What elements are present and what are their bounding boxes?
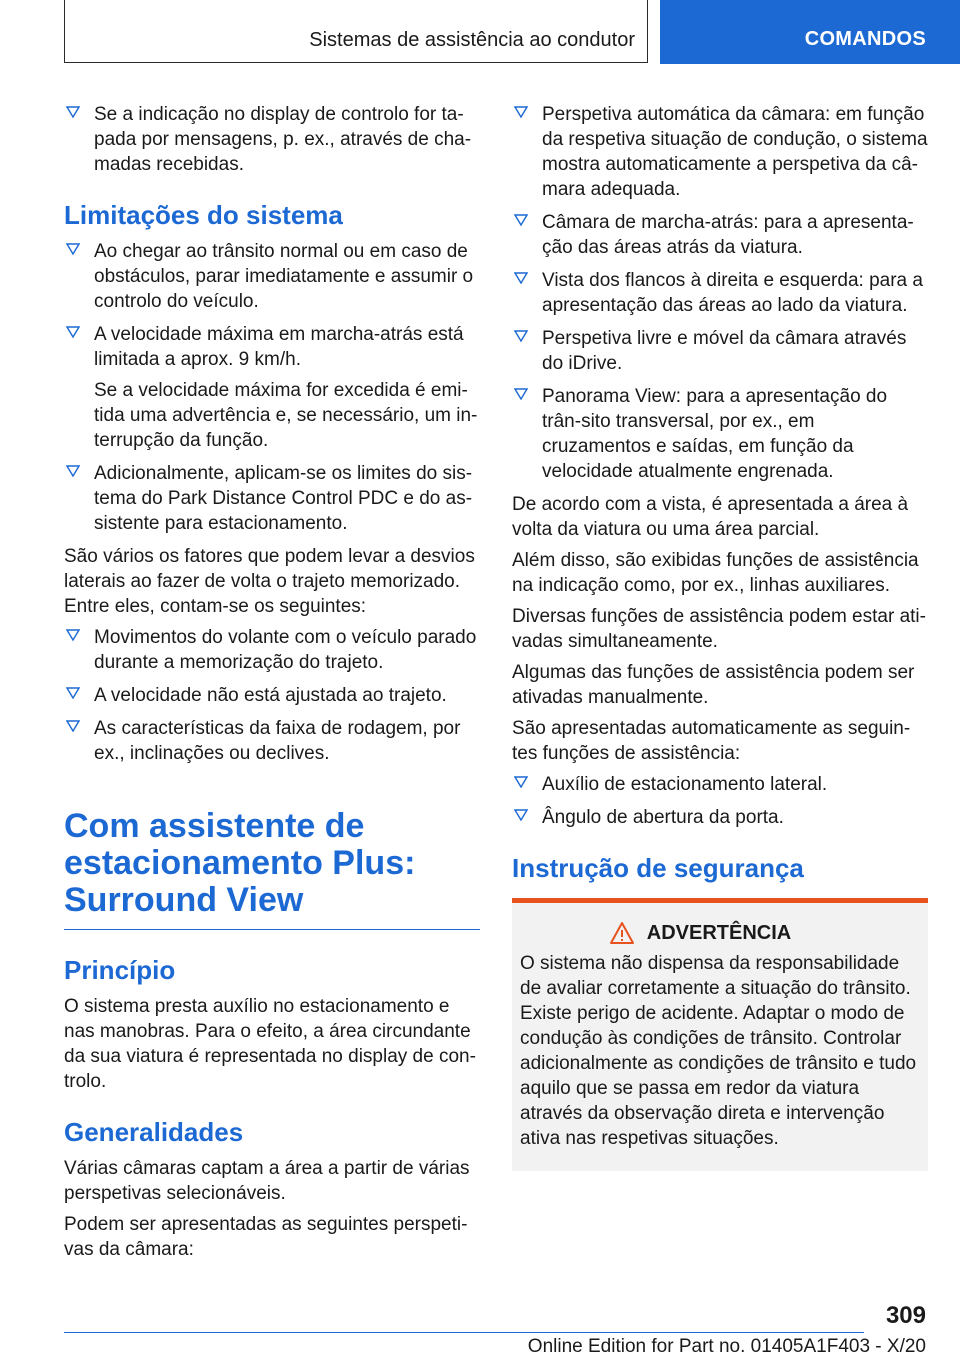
heading-principio: Princípio xyxy=(64,955,176,985)
triangle-bullet-icon xyxy=(514,329,528,343)
list-item-text: Movimentos do volante com o veículo parado durante a memorização do trajeto. xyxy=(94,627,477,673)
triangle-bullet-icon xyxy=(514,387,528,401)
page-number: 309 xyxy=(885,1302,926,1329)
paragraph: São vários os fatores que podem levar a desvios laterais ao fazer de volta o trajeto memorizado. Entre eles, contam-se os seguintes: xyxy=(64,546,475,617)
footer-edition: Online Edition for Part no. 01405A1F403 - X/20 xyxy=(527,1336,926,1357)
header-section-box xyxy=(64,0,648,63)
warning-box xyxy=(512,898,928,1171)
list-item-text: Ângulo de abertura da porta. xyxy=(542,807,784,828)
warning-triangle-icon xyxy=(609,921,635,945)
list-item xyxy=(64,716,480,766)
triangle-bullet-icon xyxy=(514,775,528,789)
list-item-text: Ao chegar ao trânsito normal ou em caso de obstáculos, parar imediatamente e assumir o controlo do veículo. xyxy=(94,241,474,312)
list-item-text: A velocidade não está ajustada ao trajeto. xyxy=(94,685,447,706)
paragraph: Além disso, são exibidas funções de assistência na indicação como, por ex., linhas auxiliares. xyxy=(512,550,919,596)
list-item-text: Câmara de marcha-atrás: para a apresenta-ção das áreas atrás da viatura. xyxy=(542,212,914,258)
triangle-bullet-icon xyxy=(66,719,80,733)
list-item-text: As características da faixa de rodagem, por ex., inclinações ou declives. xyxy=(94,718,461,764)
list-item-text: Adicionalmente, aplicam-se os limites do sis-tema do Park Distance Control PDC e do as-sistente para estacionamento. xyxy=(94,463,473,534)
heading-generalidades: Generalidades xyxy=(64,1117,244,1147)
chapter-title: COMANDOS xyxy=(804,28,926,50)
header-chapter-box xyxy=(660,0,960,64)
triangle-bullet-icon xyxy=(514,213,528,227)
triangle-bullet-icon xyxy=(514,271,528,285)
triangle-bullet-icon xyxy=(66,242,80,256)
paragraph: Várias câmaras captam a área a partir de várias perspetivas selecionáveis. xyxy=(64,1158,470,1204)
triangle-bullet-icon xyxy=(66,464,80,478)
list-item-text: Panorama View: para a apresentação do trân-sito transversal, por ex., em cruzamentos e saídas, em função da velocidade atualmente engrenada. xyxy=(542,386,888,482)
list-item-subtext: Se a velocidade máxima for excedida é emi-tida uma advertência e, se necessário, um in-terrupção da função. xyxy=(94,380,478,451)
list-item xyxy=(64,625,480,675)
heading-surround-view: Com assistente de estacionamento Plus: Surround View xyxy=(64,808,480,930)
list-item-text: Perspetiva livre e móvel da câmara através do iDrive. xyxy=(542,328,907,374)
list-item xyxy=(512,210,928,260)
list-item xyxy=(512,805,928,830)
list-item xyxy=(512,102,928,202)
warning-title: ADVERTÊNCIA xyxy=(646,921,792,944)
list-item xyxy=(512,326,928,376)
triangle-bullet-icon xyxy=(514,808,528,822)
list-item-text: Perspetiva automática da câmara: em função da respetiva situação de condução, o sistema mostra automaticamente a perspetiva da câ-mara adequada. xyxy=(542,104,928,200)
list-item xyxy=(64,683,480,708)
triangle-bullet-icon xyxy=(66,628,80,642)
list-item xyxy=(64,322,480,453)
list-item-text: Auxílio de estacionamento lateral. xyxy=(542,774,828,795)
left-column xyxy=(64,102,480,1268)
triangle-bullet-icon xyxy=(66,325,80,339)
heading-limitacoes: Limitações do sistema xyxy=(64,200,343,230)
heading-seguranca: Instrução de segurança xyxy=(512,853,804,883)
paragraph: Podem ser apresentadas as seguintes perspeti-vas da câmara: xyxy=(64,1214,468,1260)
warning-header xyxy=(520,921,920,945)
footer-divider xyxy=(64,1332,864,1333)
paragraph: São apresentadas automaticamente as seguin-tes funções de assistência: xyxy=(512,718,911,764)
list-item xyxy=(64,239,480,314)
triangle-bullet-icon xyxy=(66,105,80,119)
right-column xyxy=(512,102,928,1171)
list-item-text: Se a indicação no display de controlo for ta-pada por mensagens, p. ex., através de cha-madas recebidas. xyxy=(94,104,472,175)
list-item xyxy=(64,461,480,536)
list-item xyxy=(512,384,928,484)
list-item-text: Vista dos flancos à direita e esquerda: para a apresentação das áreas ao lado da viatura. xyxy=(542,270,923,316)
paragraph: Algumas das funções de assistência podem ser ativadas manualmente. xyxy=(512,662,915,708)
section-title: Sistemas de assistência ao condutor xyxy=(309,29,635,51)
paragraph: Diversas funções de assistência podem estar ati-vadas simultaneamente. xyxy=(512,606,926,652)
list-item xyxy=(512,268,928,318)
triangle-bullet-icon xyxy=(66,686,80,700)
list-item-text: A velocidade máxima em marcha-atrás está limitada a aprox. 9 km/h. xyxy=(94,324,464,370)
warning-text: O sistema não dispensa da responsabilidade de avaliar corretamente a situação do trânsito. Existe perigo de acidente. Adaptar o modo de condução às condições de trânsito. Controlar adicionalmente as condições de trânsito e tudo aquilo que se passa em redor da viatura através da observação direta e intervenção ativa nas respetivas situações. xyxy=(520,953,917,1149)
list-item xyxy=(512,772,928,797)
paragraph: De acordo com a vista, é apresentada a área à volta da viatura ou uma área parcial. xyxy=(512,494,909,540)
paragraph: O sistema presta auxílio no estacionamento e nas manobras. Para o efeito, a área circundante da sua viatura é representada no display de con-trolo. xyxy=(64,996,476,1092)
triangle-bullet-icon xyxy=(514,105,528,119)
list-item xyxy=(64,102,480,177)
